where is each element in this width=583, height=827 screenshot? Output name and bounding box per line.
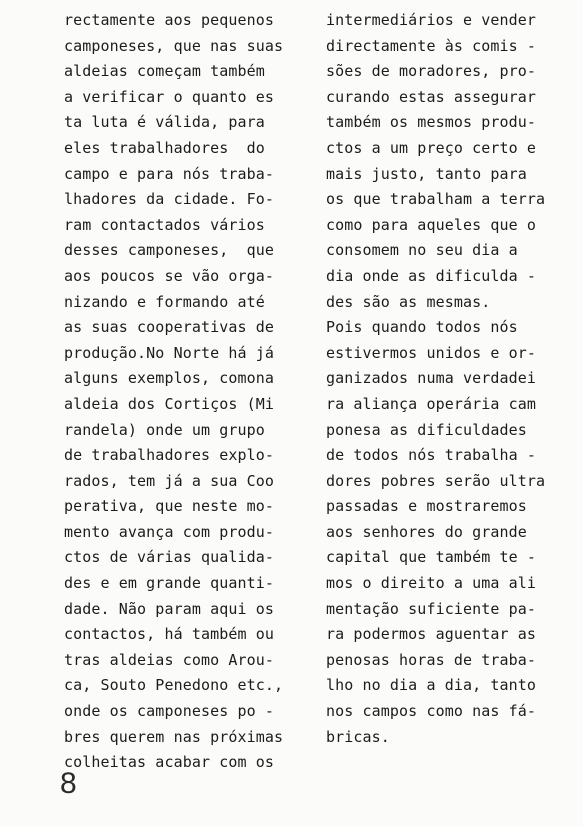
text-line: perativa, que neste mo- xyxy=(64,497,275,516)
text-line: colheitas acabar com os xyxy=(64,753,275,772)
text-line: tras aldeias como Arou- xyxy=(64,650,275,669)
text-line: consomem no seu dia a xyxy=(326,241,518,260)
text-line: os que trabalham a terra xyxy=(326,190,546,209)
text-line: ra podermos aguentar as xyxy=(326,625,537,644)
text-line: passadas e mostraremos xyxy=(326,497,527,516)
text-line: mos o direito a uma ali xyxy=(326,574,537,593)
text-line: bricas. xyxy=(326,727,390,746)
text-line: des são as mesmas. xyxy=(326,292,491,311)
text-line: sões de moradores, pro- xyxy=(326,62,537,81)
text-line: aldeias começam também xyxy=(64,62,265,81)
text-line: produção.No Norte há já xyxy=(64,343,275,362)
text-line: directamente às comis - xyxy=(326,36,537,55)
text-line: penosas horas de traba- xyxy=(326,650,537,669)
text-line: ponesa as dificuldades xyxy=(326,420,527,439)
text-line: contactos, há também ou xyxy=(64,625,275,644)
text-line: capital que também te - xyxy=(326,548,537,567)
text-line: dores pobres serão ultra xyxy=(326,471,546,490)
text-line: como para aqueles que o xyxy=(326,215,537,234)
text-line: dia onde as dificulda - xyxy=(326,266,537,285)
text-line: onde os camponeses po - xyxy=(64,702,275,721)
text-line: de todos nós trabalha - xyxy=(326,446,537,465)
text-line: mais justo, tanto para xyxy=(326,164,527,183)
text-line: ram contactados vários xyxy=(64,215,265,234)
text-line: camponeses, que nas suas xyxy=(64,36,284,55)
text-line: rectamente aos pequenos xyxy=(64,11,275,29)
text-line: eles trabalhadores do xyxy=(64,138,265,157)
text-line: alguns exemplos, comona xyxy=(64,369,275,388)
text-line: intermediários e vender xyxy=(326,11,537,29)
text-line: ra aliança operária cam xyxy=(326,394,537,413)
text-line: aos poucos se vão orga- xyxy=(64,266,275,285)
text-line: ganizados numa verdadei xyxy=(326,369,537,388)
text-line: as suas cooperativas de xyxy=(64,318,275,337)
text-line: nizando e formando até xyxy=(64,292,265,311)
text-line: dade. Não param aqui os xyxy=(64,599,275,618)
text-line: ca, Souto Penedono etc., xyxy=(64,676,284,695)
text-line: bres querem nas próximas xyxy=(64,727,284,746)
text-line: nos campos como nas fá- xyxy=(326,702,537,721)
text-line: lhadores da cidade. Fo- xyxy=(64,190,275,209)
text-line: rados, tem já a sua Coo xyxy=(64,471,275,490)
text-line: a verificar o quanto es xyxy=(64,87,275,106)
text-line: aos senhores do grande xyxy=(326,522,527,541)
text-line: campo e para nós traba- xyxy=(64,164,275,183)
text-line: Pois quando todos nós xyxy=(326,318,518,337)
text-line: ctos a um preço certo e xyxy=(326,138,537,157)
text-line: ta luta é válida, para xyxy=(64,113,265,132)
text-line: estivermos unidos e or- xyxy=(326,343,537,362)
text-line: randela) onde um grupo xyxy=(64,420,265,439)
right-text-column xyxy=(326,8,576,750)
text-line: curando estas assegurar xyxy=(326,87,537,106)
left-text-column xyxy=(64,8,314,776)
text-line: des e em grande quanti- xyxy=(64,574,275,593)
text-line: também os mesmos produ- xyxy=(326,113,537,132)
page-number: 8 xyxy=(60,767,77,800)
text-line: desses camponeses, que xyxy=(64,241,275,260)
text-line: mento avança com produ- xyxy=(64,522,275,541)
text-line: de trabalhadores explo- xyxy=(64,446,275,465)
text-line: aldeia dos Cortiços (Mi xyxy=(64,394,275,413)
text-line: lho no dia a dia, tanto xyxy=(326,676,537,695)
text-line: ctos de várias qualida- xyxy=(64,548,275,567)
text-line: mentação suficiente pa- xyxy=(326,599,537,618)
